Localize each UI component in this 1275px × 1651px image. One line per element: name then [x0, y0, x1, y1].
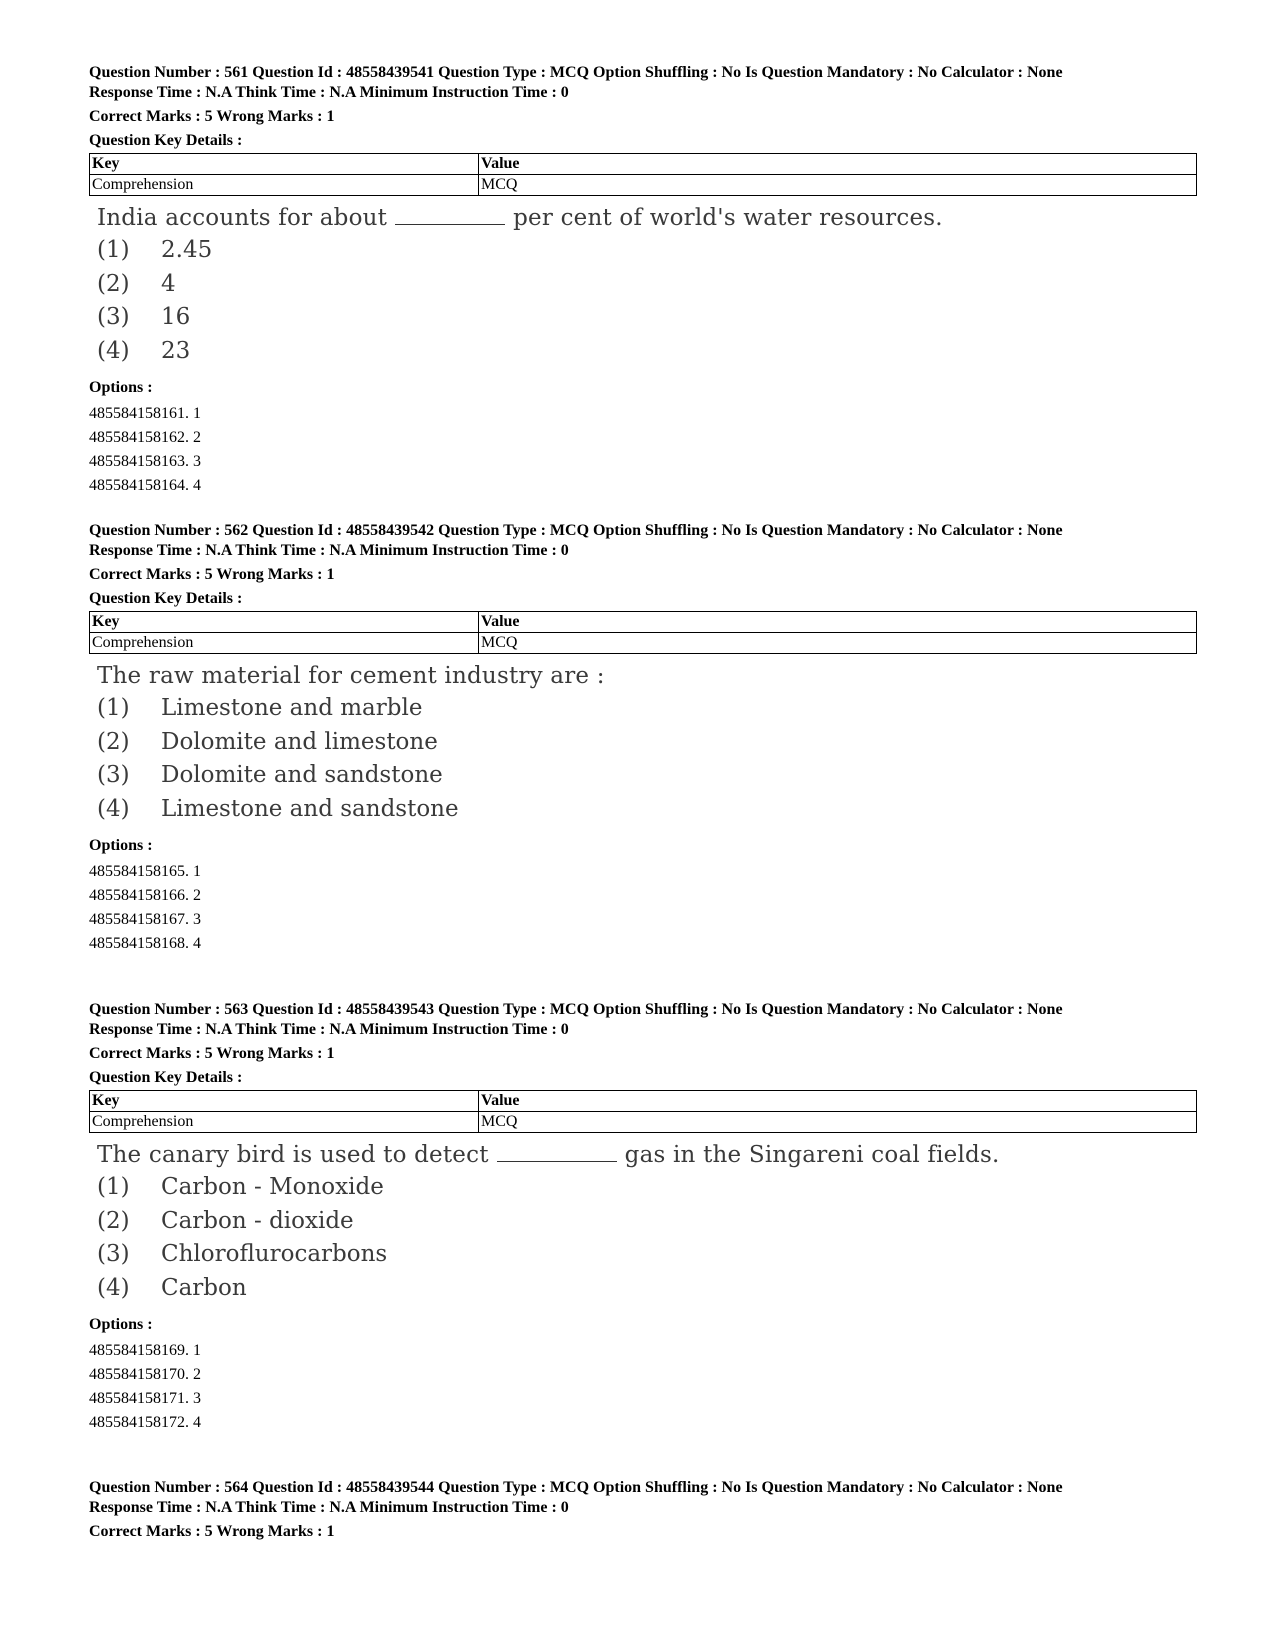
- question-key-details-label: Question Key Details :: [89, 1069, 243, 1086]
- question-header: Question Number : 561 Question Id : 48558439541 Question Type : MCQ Option Shuffling : No Is Question Mandatory : No Calculator : None: [89, 64, 1063, 81]
- choice-number: (1): [97, 237, 130, 263]
- choice-text: Dolomite and limestone: [161, 728, 438, 755]
- question-563-block: [89, 1000, 1189, 1435]
- choice-number: (4): [97, 1274, 130, 1301]
- choice-text: Limestone and marble: [161, 695, 423, 721]
- question-marks: Correct Marks : 5 Wrong Marks : 1: [89, 1523, 335, 1540]
- question-key-table: [89, 611, 1197, 654]
- table-row: [90, 633, 1197, 654]
- question-marks: Correct Marks : 5 Wrong Marks : 1: [89, 108, 335, 125]
- choice-number: (2): [97, 728, 130, 755]
- option-id-line: 485584158171. 3: [89, 1390, 201, 1407]
- question-timing: Response Time : N.A Think Time : N.A Minimum Instruction Time : 0: [89, 542, 569, 559]
- choice-text: Limestone and sandstone: [161, 795, 459, 822]
- choice-text: Carbon - dioxide: [161, 1207, 354, 1234]
- question-561-block: [89, 63, 1189, 498]
- choice-item: [97, 234, 1189, 268]
- option-id-line: 485584158166. 2: [89, 887, 201, 904]
- question-text: [97, 660, 1189, 692]
- table-header-row: [90, 1091, 1197, 1112]
- option-id-line: 485584158164. 4: [89, 477, 201, 494]
- question-header: Question Number : 563 Question Id : 48558439543 Question Type : MCQ Option Shuffling : No Is Question Mandatory : No Calculator : None: [89, 1001, 1063, 1018]
- choice-number: (2): [97, 1207, 130, 1234]
- table-row: [90, 175, 1197, 196]
- choice-text: Chloroflurocarbons: [161, 1241, 388, 1267]
- choice-number: (4): [97, 795, 130, 822]
- choice-item: [97, 692, 1189, 726]
- option-id-line: 485584158170. 2: [89, 1366, 201, 1383]
- choice-text: 4: [161, 270, 176, 297]
- question-header: Question Number : 564 Question Id : 48558439544 Question Type : MCQ Option Shuffling : No Is Question Mandatory : No Calculator : None: [89, 1479, 1063, 1496]
- question-content: [97, 1139, 1189, 1305]
- table-head-value: Value: [479, 154, 1197, 175]
- option-id-line: 485584158172. 4: [89, 1414, 201, 1431]
- option-id-line: 485584158168. 4: [89, 935, 201, 952]
- table-cell-key: Comprehension: [90, 1112, 479, 1133]
- question-564-block: [89, 1478, 1189, 1542]
- choice-item: [97, 759, 1189, 793]
- choice-text: 16: [161, 304, 191, 330]
- choice-number: (1): [97, 1174, 130, 1200]
- question-text: [97, 1139, 1189, 1171]
- question-key-table: [89, 153, 1197, 196]
- choice-number: (3): [97, 1241, 130, 1267]
- table-head-value: Value: [479, 1091, 1197, 1112]
- table-head-value: Value: [479, 612, 1197, 633]
- question-text-before: India accounts for about: [97, 205, 388, 231]
- choice-text: Carbon: [161, 1274, 247, 1301]
- choice-text: Dolomite and sandstone: [161, 762, 443, 788]
- choice-item: [97, 301, 1189, 335]
- table-head-key: Key: [90, 612, 479, 633]
- choice-item: [97, 793, 1189, 827]
- table-header-row: [90, 154, 1197, 175]
- option-id-line: 485584158167. 3: [89, 911, 201, 928]
- answer-blank: [395, 216, 505, 225]
- choice-item: [97, 1272, 1189, 1306]
- table-cell-value: MCQ: [479, 633, 1197, 654]
- choice-number: (3): [97, 304, 130, 330]
- question-562-block: [89, 521, 1189, 956]
- choice-item: [97, 335, 1189, 369]
- table-cell-key: Comprehension: [90, 175, 479, 196]
- question-text-before: The raw material for cement industry are :: [97, 663, 605, 689]
- option-id-line: 485584158163. 3: [89, 453, 201, 470]
- choice-number: (3): [97, 762, 130, 788]
- question-timing: Response Time : N.A Think Time : N.A Minimum Instruction Time : 0: [89, 1499, 569, 1516]
- choice-number: (4): [97, 337, 130, 364]
- options-label: Options :: [89, 379, 153, 396]
- question-text-before: The canary bird is used to detect: [97, 1142, 489, 1168]
- option-id-line: 485584158161. 1: [89, 405, 201, 422]
- question-text: [97, 202, 1189, 234]
- choice-item: [97, 268, 1189, 302]
- choice-number: (2): [97, 270, 130, 297]
- question-content: [97, 202, 1189, 368]
- choice-item: [97, 726, 1189, 760]
- question-marks: Correct Marks : 5 Wrong Marks : 1: [89, 566, 335, 583]
- question-key-details-label: Question Key Details :: [89, 132, 243, 149]
- option-id-line: 485584158169. 1: [89, 1342, 201, 1359]
- table-head-key: Key: [90, 1091, 479, 1112]
- question-header: Question Number : 562 Question Id : 48558439542 Question Type : MCQ Option Shuffling : No Is Question Mandatory : No Calculator : None: [89, 522, 1063, 539]
- table-cell-value: MCQ: [479, 1112, 1197, 1133]
- choice-text: 23: [161, 337, 191, 364]
- table-head-key: Key: [90, 154, 479, 175]
- question-text-after: gas in the Singareni coal fields.: [624, 1142, 1000, 1168]
- question-text-after: per cent of world's water resources.: [513, 205, 943, 231]
- options-label: Options :: [89, 837, 153, 854]
- choice-text: Carbon - Monoxide: [161, 1174, 384, 1200]
- table-row: [90, 1112, 1197, 1133]
- table-cell-value: MCQ: [479, 175, 1197, 196]
- question-content: [97, 660, 1189, 826]
- choice-item: [97, 1205, 1189, 1239]
- choice-text: 2.45: [161, 237, 213, 263]
- options-label: Options :: [89, 1316, 153, 1333]
- choice-number: (1): [97, 695, 130, 721]
- option-id-line: 485584158165. 1: [89, 863, 201, 880]
- table-cell-key: Comprehension: [90, 633, 479, 654]
- choice-item: [97, 1238, 1189, 1272]
- question-key-details-label: Question Key Details :: [89, 590, 243, 607]
- question-key-table: [89, 1090, 1197, 1133]
- answer-blank: [497, 1153, 617, 1162]
- question-timing: Response Time : N.A Think Time : N.A Minimum Instruction Time : 0: [89, 84, 569, 101]
- question-timing: Response Time : N.A Think Time : N.A Minimum Instruction Time : 0: [89, 1021, 569, 1038]
- question-marks: Correct Marks : 5 Wrong Marks : 1: [89, 1045, 335, 1062]
- table-header-row: [90, 612, 1197, 633]
- choice-item: [97, 1171, 1189, 1205]
- option-id-line: 485584158162. 2: [89, 429, 201, 446]
